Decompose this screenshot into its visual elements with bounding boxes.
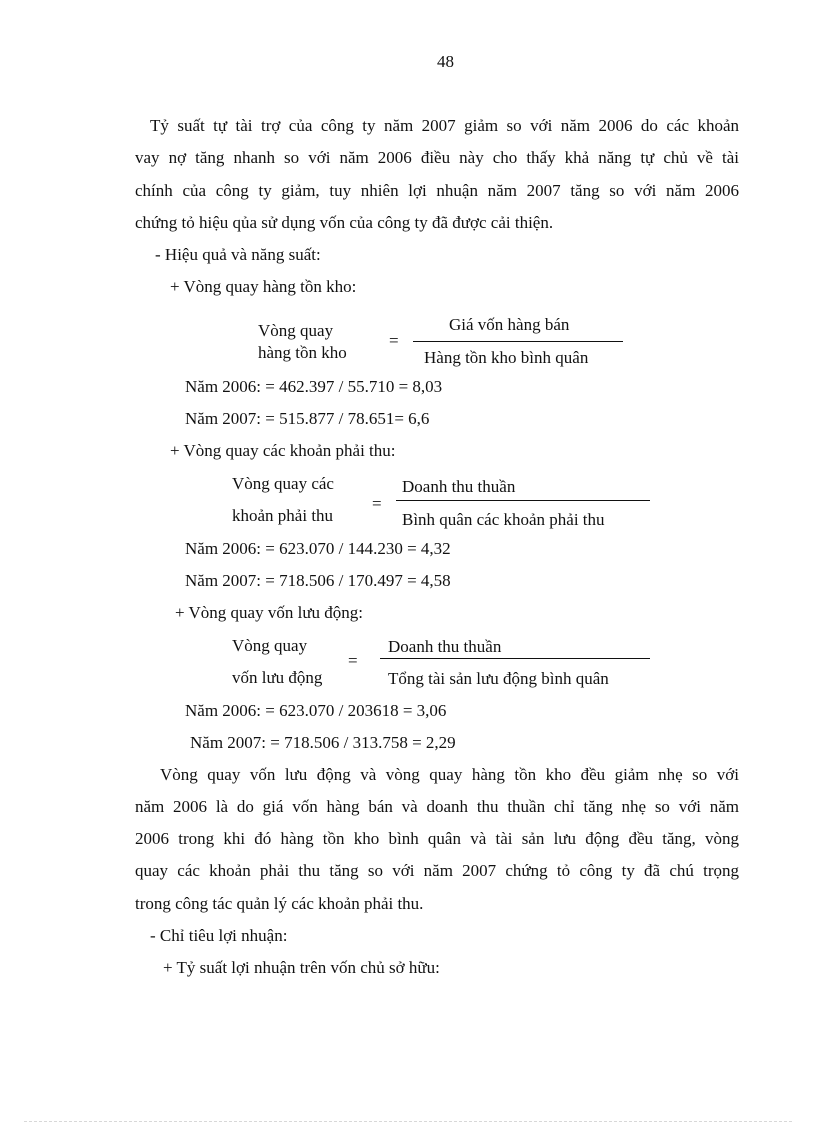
- formula-label-line2: vốn lưu động: [232, 668, 323, 687]
- result-2007: Năm 2007: = 718.506 / 313.758 = 2,29: [190, 733, 456, 752]
- paragraph-line: Vòng quay vốn lưu động và vòng quay hàng tồn kho đều giảm nhẹ so với: [160, 765, 739, 784]
- section-heading-profit: - Chỉ tiêu lợi nhuận:: [150, 926, 288, 945]
- fraction-bar: [396, 500, 650, 501]
- paragraph-line: 2006 trong khi đó hàng tồn kho bình quân và tài sản lưu động đều tăng, vòng: [135, 829, 739, 848]
- subheading-working-capital-turnover: + Vòng quay vốn lưu động:: [175, 603, 364, 622]
- page-number: 48: [437, 52, 454, 71]
- fraction-bar: [380, 658, 650, 659]
- formula-label-line1: Vòng quay các: [232, 474, 334, 493]
- subheading-receivables-turnover: + Vòng quay các khoản phải thu:: [170, 441, 396, 460]
- paragraph-line: quay các khoản phải thu tăng so với năm 2007 chứng tỏ công ty đã chú trọng: [135, 861, 739, 880]
- result-2006: Năm 2006: = 623.070 / 203618 = 3,06: [185, 701, 447, 720]
- paragraph-line: chính của công ty giảm, tuy nhiên lợi nhuận năm 2007 tăng so với năm 2006: [135, 181, 739, 200]
- formula-denominator: Tổng tài sản lưu động bình quân: [388, 669, 609, 688]
- formula-equals: =: [372, 494, 382, 513]
- formula-equals: =: [348, 651, 358, 670]
- subheading-inventory-turnover: + Vòng quay hàng tồn kho:: [170, 277, 357, 296]
- formula-denominator: Hàng tồn kho bình quân: [424, 348, 589, 367]
- paragraph-line: trong công tác quản lý các khoản phải thu.: [135, 894, 424, 913]
- section-heading-efficiency: - Hiệu quả và năng suất:: [155, 245, 321, 264]
- formula-label-line1: Vòng quay: [232, 636, 308, 655]
- formula-equals: =: [389, 331, 399, 350]
- formula-numerator: Doanh thu thuần: [402, 477, 516, 496]
- fraction-bar: [413, 341, 623, 342]
- result-2006: Năm 2006: = 623.070 / 144.230 = 4,32: [185, 539, 451, 558]
- formula-label-line1: Vòng quay: [258, 321, 334, 340]
- paragraph-line: chứng tỏ hiệu qủa sử dụng vốn của công ty đã được cải thiện.: [135, 213, 554, 232]
- subheading-roe: + Tỷ suất lợi nhuận trên vốn chủ sở hữu:: [163, 958, 440, 977]
- result-2007: Năm 2007: = 515.877 / 78.651= 6,6: [185, 409, 430, 428]
- formula-numerator: Giá vốn hàng bán: [449, 315, 570, 334]
- paragraph-line: Tỷ suất tự tài trợ của công ty năm 2007 giảm so với năm 2006 do các khoản: [150, 116, 739, 135]
- formula-denominator: Bình quân các khoản phải thu: [402, 510, 605, 529]
- formula-label-line2: khoản phải thu: [232, 506, 334, 525]
- result-2007: Năm 2007: = 718.506 / 170.497 = 4,58: [185, 571, 451, 590]
- formula-numerator: Doanh thu thuần: [388, 637, 502, 656]
- paragraph-line: năm 2006 là do giá vốn hàng bán và doanh thu thuần chỉ tăng nhẹ so với năm: [135, 797, 739, 816]
- paragraph-line: vay nợ tăng nhanh so với năm 2006 điều này cho thấy khả năng tự chủ về tài: [135, 148, 739, 167]
- formula-label-line2: hàng tồn kho: [258, 343, 347, 362]
- page-bottom-edge: [24, 1121, 792, 1122]
- result-2006: Năm 2006: = 462.397 / 55.710 = 8,03: [185, 377, 443, 396]
